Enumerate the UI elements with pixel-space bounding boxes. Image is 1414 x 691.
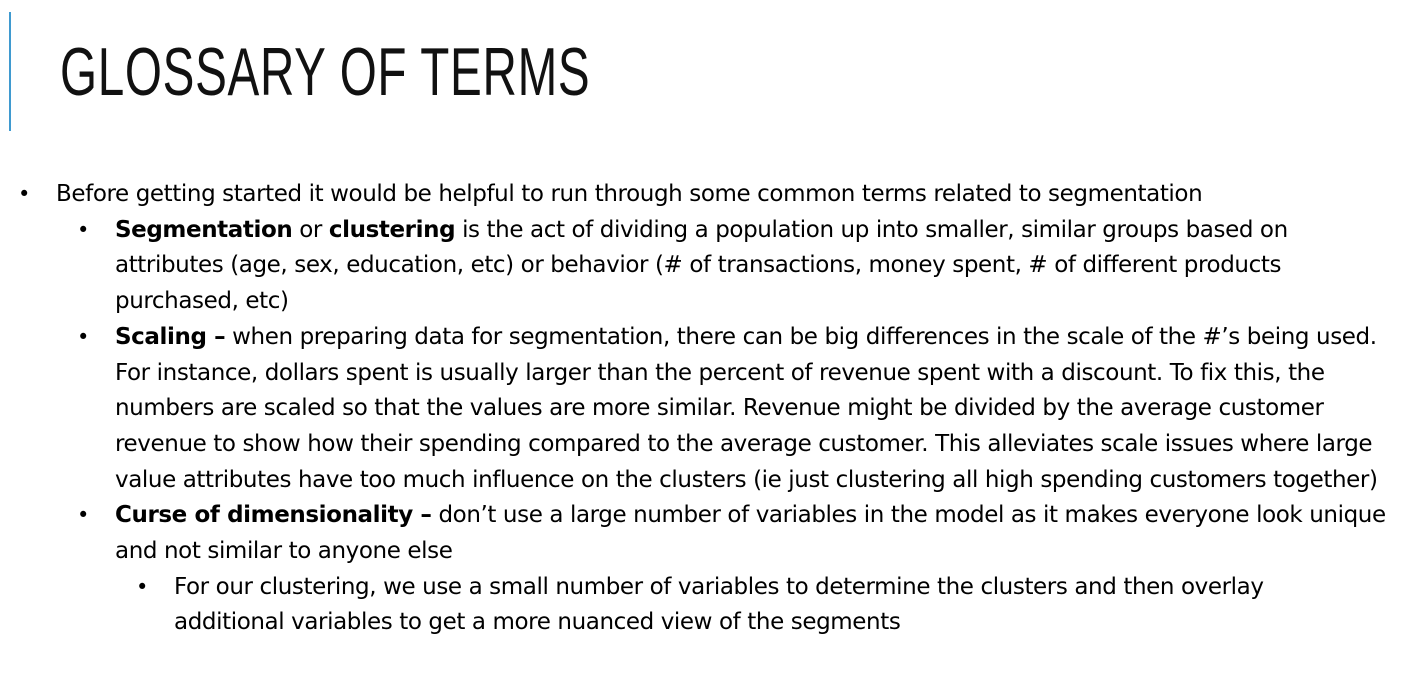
term-segmentation: Segmentation	[115, 216, 293, 243]
term-clustering: clustering	[328, 216, 456, 243]
bullet-intro	[0, 177, 1414, 213]
curse-definition: don’t use a large number of variables in the model as it makes everyone look unique and not similar to anyone else	[115, 502, 1386, 565]
bullet-curse-body	[115, 498, 1400, 569]
bullet-clustering-approach	[0, 570, 1414, 641]
slide-content	[0, 177, 1414, 641]
bullet-dot-icon: •	[18, 182, 30, 206]
segmentation-definition: is the act of dividing a population up into smaller, similar groups based on attributes (age, sex, education, etc) or behavior (# of transactions, money spent, # of different products purchased, etc)	[115, 216, 1288, 315]
bullet-scaling-body	[115, 320, 1400, 499]
scaling-definition: when preparing data for segmentation, there can be big differences in the scale of the #’s being used. For instance, dollars spent is usually larger than the percent of revenue spent with a discount. To fix this, the numbers are scaled so that the values are more similar. Revenue might be divided by the average customer revenue to show how their spending compared to the average customer. This alleviates scale issues where large value attributes have too much influence on the clusters (ie just clustering all high spending customers together)	[115, 323, 1378, 493]
slide-title: GLOSSARY OF TERMS	[60, 34, 591, 110]
clustering-approach-text: For our clustering, we use a small number of variables to determine the clusters and then overlay additional variables to get a more nuanced view of the segments	[174, 573, 1264, 636]
title-accent-bar	[9, 12, 11, 131]
bullet-intro-text: Before getting started it would be helpful to run through some common terms related to segmentation	[56, 181, 1203, 207]
bullet-dot-icon: •	[77, 324, 89, 349]
bullet-curse-of-dimensionality	[0, 498, 1414, 569]
bullet-segmentation	[0, 213, 1414, 320]
bullet-dot-icon: •	[136, 574, 148, 599]
term-scaling: Scaling –	[115, 323, 226, 350]
bullet-dot-icon: •	[77, 503, 89, 528]
term-joiner: or	[292, 216, 329, 243]
bullet-segmentation-body	[115, 213, 1400, 320]
bullet-dot-icon: •	[77, 217, 89, 242]
bullet-scaling	[0, 320, 1414, 499]
term-curse-of-dimensionality: Curse of dimensionality –	[115, 502, 432, 529]
